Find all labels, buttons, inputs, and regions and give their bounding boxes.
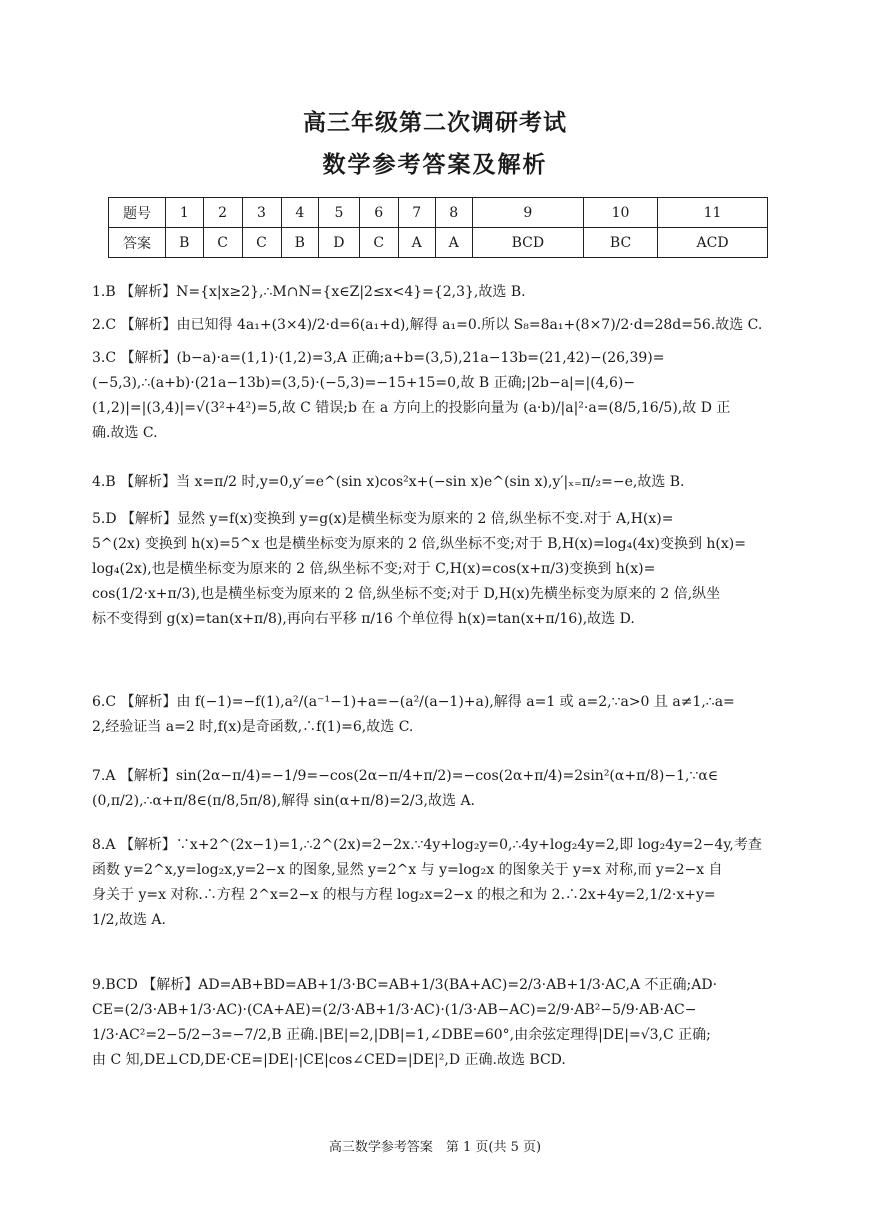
document-subtitle: 数学参考答案及解析 xyxy=(322,151,548,178)
answer-cell: C xyxy=(203,228,242,258)
solution-line: CE=(2/3·AB+1/3·AC)·(CA+AE)=(2/3·AB+1/3·AC)·(1/3·AB−AC)=2/9·AB²−5/9·AB·AC− xyxy=(92,1002,697,1018)
answer-cell: C xyxy=(242,228,281,258)
question-cell: 3 xyxy=(242,198,281,228)
answer-cell: B xyxy=(281,228,319,258)
solution-line: 7.A 【解析】sin(2α−π/4)=−1/9=−cos(2α−π/4+π/2)=−cos(2α+π/4)=2sin²(α+π/8)−1,∵α∈ xyxy=(92,768,719,784)
question-number-row xyxy=(109,198,768,228)
solution-line: (0,π/2),∴α+π/8∈(π/8,5π/8),解得 sin(α+π/8)=2/3,故选 A. xyxy=(92,793,476,809)
question-cell: 1 xyxy=(166,198,204,228)
solution-line: 4.B 【解析】当 x=π/2 时,y=0,y′=e^(sin x)cos²x+(−sin x)e^(sin x),y′|ₓ₌π/₂=−e,故选 B. xyxy=(92,474,685,490)
solution-7 xyxy=(92,764,782,814)
answer-row-label: 答案 xyxy=(109,228,166,258)
solution-5 xyxy=(92,507,782,632)
solution-line: 2.C 【解析】由已知得 4a₁+(3×4)/2·d=6(a₁+d),解得 a₁=0.所以 S₈=8a₁+(8×7)/2·d=28d=56.故选 C. xyxy=(92,317,763,333)
solution-2 xyxy=(92,313,782,338)
solution-line: (−5,3),∴(a+b)·(21a−13b)=(3,5)·(−5,3)=−15+15=0,故 B 正确;|2b−a|=|(4,6)− xyxy=(92,375,636,391)
question-cell: 6 xyxy=(359,198,398,228)
solution-line: 1/3·AC²=2−5/2−3=−7/2,B 正确.|BE|=2,|DB|=1,∠DBE=60°,由余弦定理得|DE|=√3,C 正确; xyxy=(92,1027,711,1043)
solution-6 xyxy=(92,690,782,740)
question-cell: 10 xyxy=(584,198,658,228)
answer-cell: A xyxy=(435,228,472,258)
answer-cell: A xyxy=(398,228,435,258)
answer-table xyxy=(108,197,768,258)
solution-line: (1,2)|=|(3,4)|=√(3²+4²)=5,故 C 错误;b 在 a 方向上的投影向量为 (a·b)/|a|²·a=(8/5,16/5),故 D 正 xyxy=(92,400,731,416)
solution-9 xyxy=(92,973,782,1073)
solution-line: 5^(2x) 变换到 h(x)=5^x 也是横坐标变为原来的 2 倍,纵坐标不变;对于 B,H(x)=log₄(4x)变换到 h(x)= xyxy=(92,536,746,552)
solution-line: 1.B 【解析】N={x|x≥2},∴M∩N={x∈Z|2≤x<4}={2,3},故选 B. xyxy=(92,284,526,300)
question-cell: 7 xyxy=(398,198,435,228)
solution-line: 9.BCD 【解析】AD=AB+BD=AB+1/3·BC=AB+1/3(BA+AC)=2/3·AB+1/3·AC,A 不正确;AD· xyxy=(92,977,718,993)
solution-line: 标不变得到 g(x)=tan(x+π/8),再向右平移 π/16 个单位得 h(x)=tan(x+π/16),故选 D. xyxy=(92,611,635,627)
solution-line: 确.故选 C. xyxy=(92,425,158,441)
solution-line: 5.D 【解析】显然 y=f(x)变换到 y=g(x)是横坐标变为原来的 2 倍,纵坐标不变.对于 A,H(x)= xyxy=(92,511,674,527)
solution-line: 3.C 【解析】(b−a)·a=(1,1)·(1,2)=3,A 正确;a+b=(3,5),21a−13b=(21,42)−(26,39)= xyxy=(92,350,665,366)
question-cell: 2 xyxy=(203,198,242,228)
solution-line: 身关于 y=x 对称.∴方程 2^x=2−x 的根与方程 log₂x=2−x 的根之和为 2.∴2x+4y=2,1/2·x+y= xyxy=(92,887,716,903)
question-row-label: 题号 xyxy=(109,198,166,228)
question-cell: 8 xyxy=(435,198,472,228)
solution-3 xyxy=(92,346,782,446)
answer-cell: BC xyxy=(584,228,658,258)
answer-cell: BCD xyxy=(472,228,583,258)
solution-line: 6.C 【解析】由 f(−1)=−f(1),a²/(a⁻¹−1)+a=−(a²/(a−1)+a),解得 a=1 或 a=2,∵a>0 且 a≠1,∴a= xyxy=(92,694,735,710)
solution-8 xyxy=(92,833,782,933)
question-cell: 4 xyxy=(281,198,319,228)
solution-1 xyxy=(92,280,782,305)
solution-line: 1/2,故选 A. xyxy=(92,912,166,928)
question-cell: 5 xyxy=(319,198,360,228)
answer-cell: B xyxy=(166,228,204,258)
answer-cell: ACD xyxy=(658,228,768,258)
page-footer: 高三数学参考答案 第 1 页(共 5 页) xyxy=(328,1140,542,1155)
solution-line: 由 C 知,DE⊥CD,DE·CE=|DE|·|CE|cos∠CED=|DE|²,D 正确.故选 BCD. xyxy=(92,1052,566,1068)
solution-line: cos(1/2·x+π/3),也是横坐标变为原来的 2 倍,纵坐标不变;对于 D,H(x)先横坐标变为原来的 2 倍,纵坐 xyxy=(92,586,721,602)
solution-line: 函数 y=2^x,y=log₂x,y=2−x 的图象,显然 y=2^x 与 y=log₂x 的图象关于 y=x 对称,而 y=2−x 自 xyxy=(92,862,723,878)
solution-line: log₄(2x),也是横坐标变为原来的 2 倍,纵坐标不变;对于 C,H(x)=cos(x+π/3)变换到 h(x)= xyxy=(92,561,656,577)
solution-line: 8.A 【解析】∵x+2^(2x−1)=1,∴2^(2x)=2−2x.∵4y+log₂y=0,∴4y+log₂4y=2,即 log₂4y=2−4y,考查 xyxy=(92,837,762,853)
answer-cell: C xyxy=(359,228,398,258)
question-cell: 11 xyxy=(658,198,768,228)
document-title: 高三年级第二次调研考试 xyxy=(303,109,567,136)
solution-4 xyxy=(92,470,782,495)
answer-row xyxy=(109,228,768,258)
solution-line: 2,经验证当 a=2 时,f(x)是奇函数,∴f(1)=6,故选 C. xyxy=(92,719,414,735)
question-cell: 9 xyxy=(472,198,583,228)
answer-cell: D xyxy=(319,228,360,258)
